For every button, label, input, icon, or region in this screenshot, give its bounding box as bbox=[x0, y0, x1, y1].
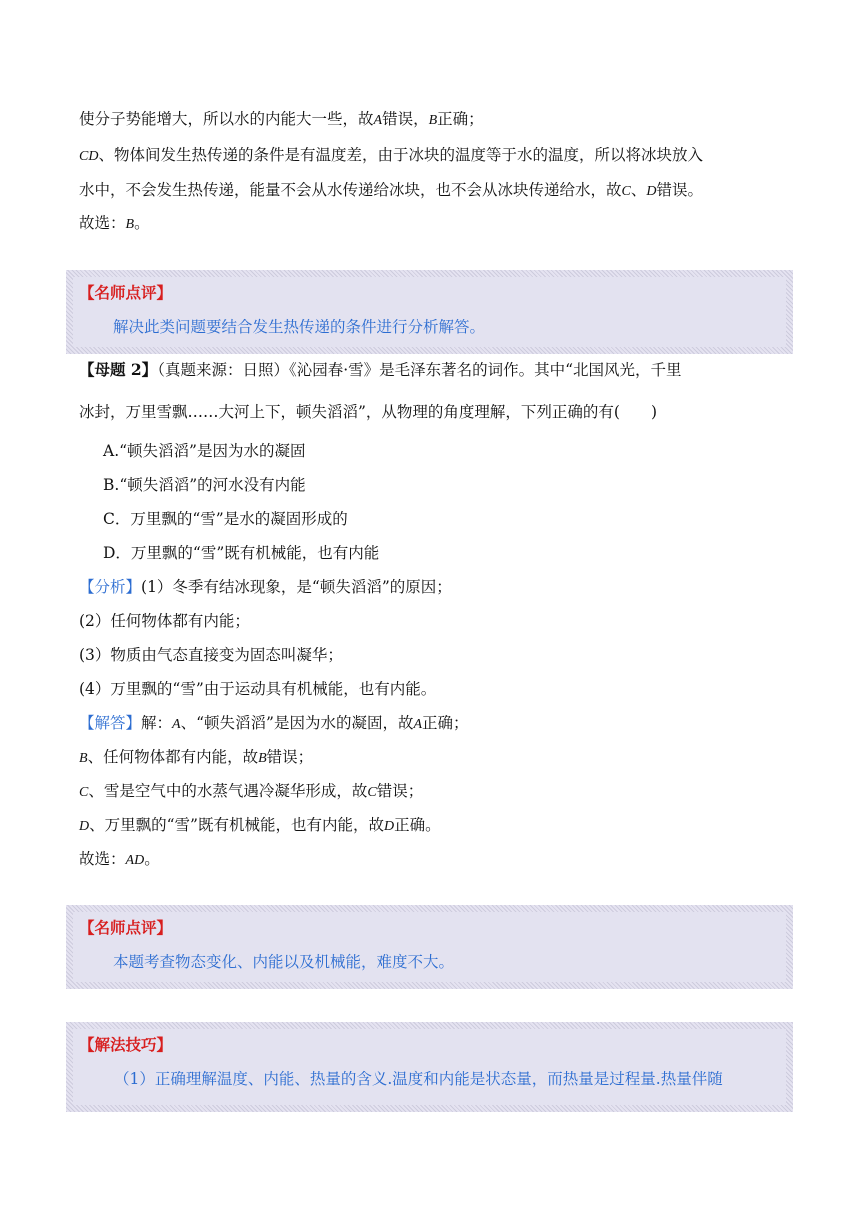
answer-line: C、雪是空气中的水蒸气遇冷凝华形成，故C错误； bbox=[79, 782, 424, 800]
review-title: 【名师点评】 bbox=[79, 284, 173, 302]
analysis-line: (4）万里飘的“雪”由于运动具有机械能，也有内能。 bbox=[79, 680, 437, 698]
text-line: 使分子势能增大，所以水的内能大一些，故A错误，B正确； bbox=[79, 110, 484, 128]
text-line: CD、物体间发生热传递的条件是有温度差，由于冰块的温度等于水的温度，所以将冰块放入 bbox=[79, 146, 703, 164]
review-box bbox=[66, 270, 793, 354]
text-line: 冰封，万里雪飘……大河上下，顿失滔滔”，从物理的角度理解，下列正确的有( ) bbox=[79, 403, 658, 421]
analysis-tag: 【分析】 bbox=[79, 578, 142, 596]
option-d: D．万里飘的“雪”既有机械能，也有内能 bbox=[103, 544, 380, 562]
analysis-line: 【分析】(1）冬季有结冰现象，是“顿失滔滔”的原因； bbox=[79, 578, 452, 596]
option-b: B.“顿失滔滔”的河水没有内能 bbox=[103, 476, 306, 494]
option-c: C．万里飘的“雪”是水的凝固形成的 bbox=[103, 510, 348, 528]
technique-body: （1）正确理解温度、内能、热量的含义.温度和内能是状态量，而热量是过程量.热量伴随 bbox=[114, 1070, 723, 1088]
option-a: A.“顿失滔滔”是因为水的凝固 bbox=[103, 442, 306, 460]
analysis-line: (2）任何物体都有内能； bbox=[79, 612, 250, 630]
answer-line: 故选：AD。 bbox=[79, 850, 160, 868]
answer-line: D、万里飘的“雪”既有机械能，也有内能，故D正确。 bbox=[79, 816, 441, 834]
text-line: 故选：B。 bbox=[79, 214, 150, 232]
answer-line: 【解答】解：A、“顿失滔滔”是因为水的凝固，故A正确； bbox=[79, 714, 469, 732]
technique-box bbox=[66, 1022, 793, 1112]
text-line: 水中，不会发生热传递，能量不会从水传递给冰块，也不会从冰块传递给水，故C、D错误。 bbox=[79, 181, 704, 199]
problem-header: 【母题 2】（真题来源：日照）《沁园春·雪》是毛泽东著名的词作。其中“北国风光，千里 bbox=[79, 360, 682, 379]
review-body: 本题考查物态变化、内能以及机械能，难度不大。 bbox=[113, 953, 455, 971]
review-title: 【名师点评】 bbox=[79, 919, 173, 937]
review-body: 解决此类问题要结合发生热传递的条件进行分析解答。 bbox=[113, 318, 486, 336]
problem-tag: 【母题 2】 bbox=[79, 360, 158, 379]
answer-tag: 【解答】 bbox=[79, 714, 142, 732]
answer-line: B、任何物体都有内能，故B错误； bbox=[79, 748, 314, 766]
review-box bbox=[66, 905, 793, 989]
technique-title: 【解法技巧】 bbox=[79, 1036, 173, 1054]
analysis-line: (3）物质由气态直接变为固态叫凝华； bbox=[79, 646, 343, 664]
